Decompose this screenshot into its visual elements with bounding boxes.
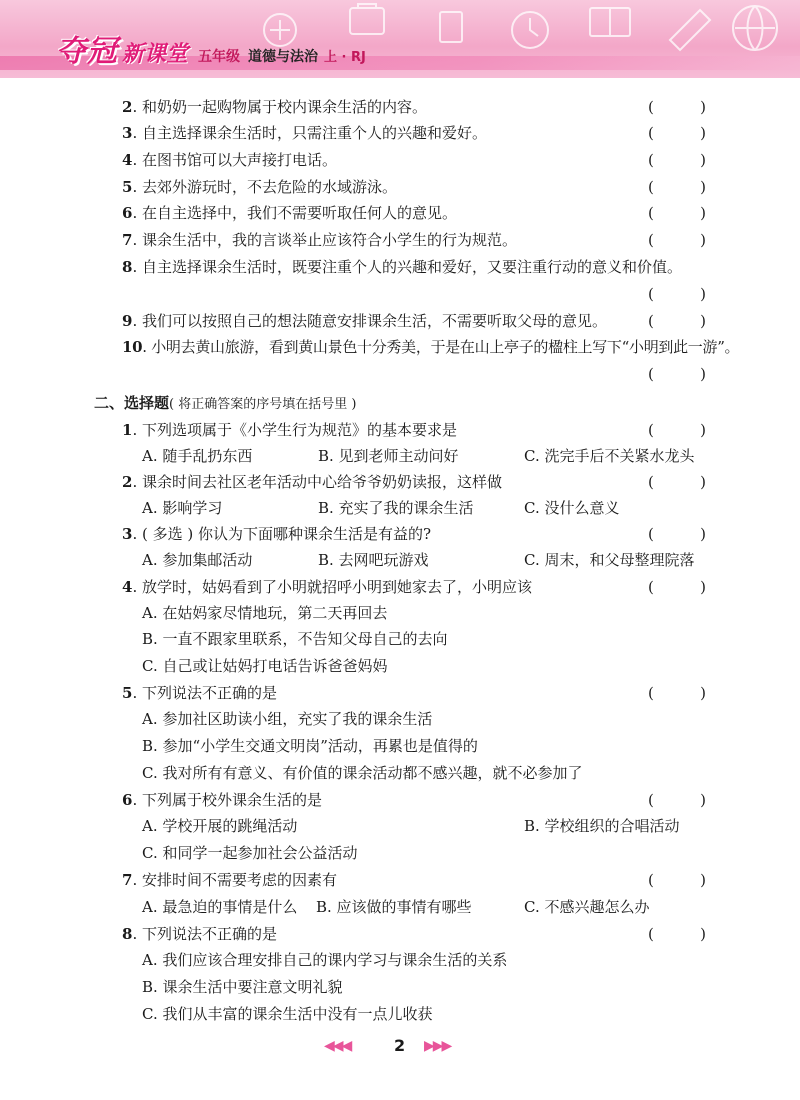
option-a[interactable]: A. 学校开展的跳绳活动 [142,817,298,835]
option-a[interactable]: A. 在姑妈家尽情地玩，第二天再回去 [142,604,388,622]
brand-title [56,26,366,69]
answer-blank[interactable]: ( ) [648,124,706,142]
answer-blank[interactable]: ( ) [648,925,706,943]
option-a[interactable]: A. 参加社区助读小组，充实了我的课余生活 [142,710,433,728]
answer-blank[interactable]: ( ) [648,791,706,809]
option-c[interactable]: C. 没什么意义 [524,499,620,517]
answer-blank[interactable]: ( ) [648,204,706,222]
answer-blank[interactable]: ( ) [648,178,706,196]
option-b[interactable]: B. 课余生活中要注意文明礼貌 [142,978,343,996]
option-b[interactable]: B. 参加“小学生交通文明岗”活动，再累也是值得的 [142,737,478,755]
brand-main: 夺冠 [56,34,118,69]
option-c[interactable]: C. 洗完手后不关紧水龙头 [524,447,695,465]
page-footer [0,1036,800,1060]
answer-blank[interactable]: ( ) [648,151,706,169]
edition-label: 上 · RJ [324,50,366,65]
option-b[interactable]: B. 去网吧玩游戏 [318,551,429,569]
option-b[interactable]: B. 一直不跟家里联系，不告知父母自己的去向 [142,630,448,648]
page-header [0,0,800,78]
brand-sub: 新课堂 [122,42,189,67]
option-a[interactable]: A. 我们应该合理安排自己的课内学习与课余生活的关系 [142,951,508,969]
option-c[interactable]: C. 和同学一起参加社会公益活动 [142,844,358,862]
option-a[interactable]: A. 影响学习 [142,499,223,517]
subject-label: 道德与法治 [248,49,319,65]
option-b[interactable]: B. 见到老师主动问好 [318,447,459,465]
answer-blank[interactable]: ( ) [648,525,706,543]
answer-blank[interactable]: ( ) [648,421,706,439]
answer-blank[interactable]: ( ) [648,98,706,116]
option-c[interactable]: C. 周末，和父母整理院落 [524,551,695,569]
answer-blank[interactable]: ( ) [648,578,706,596]
grade-label: 五年级 [198,49,241,65]
answer-blank[interactable]: ( ) [648,312,706,330]
previous-page-arrows-icon[interactable]: ◀◀◀ [324,1038,351,1054]
option-c[interactable]: C. 自己或让姑妈打电话告诉爸爸妈妈 [142,657,388,675]
next-page-arrows-icon[interactable]: ▶▶▶ [424,1038,451,1054]
page-number: 2 [394,1036,406,1055]
option-c[interactable]: C. 我对所有有意义、有价值的课余活动都不感兴趣，就不必参加了 [142,764,583,782]
option-b[interactable]: B. 学校组织的合唱活动 [524,817,680,835]
option-b[interactable]: B. 充实了我的课余生活 [318,499,474,517]
answer-blank[interactable]: ( ) [648,365,706,383]
option-a[interactable]: A. 参加集邮活动 [142,551,253,569]
option-a[interactable]: A. 随手乱扔东西 [142,447,253,465]
option-a[interactable]: A. 最急迫的事情是什么 [142,898,298,916]
answer-blank[interactable]: ( ) [648,871,706,889]
answer-blank[interactable]: ( ) [648,473,706,491]
option-c[interactable]: C. 不感兴趣怎么办 [524,898,650,916]
answer-blank[interactable]: ( ) [648,285,706,303]
answer-blank[interactable]: ( ) [648,684,706,702]
option-b[interactable]: B. 应该做的事情有哪些 [316,898,472,916]
answer-blank[interactable]: ( ) [648,231,706,249]
option-c[interactable]: C. 我们从丰富的课余生活中没有一点儿收获 [142,1005,433,1023]
